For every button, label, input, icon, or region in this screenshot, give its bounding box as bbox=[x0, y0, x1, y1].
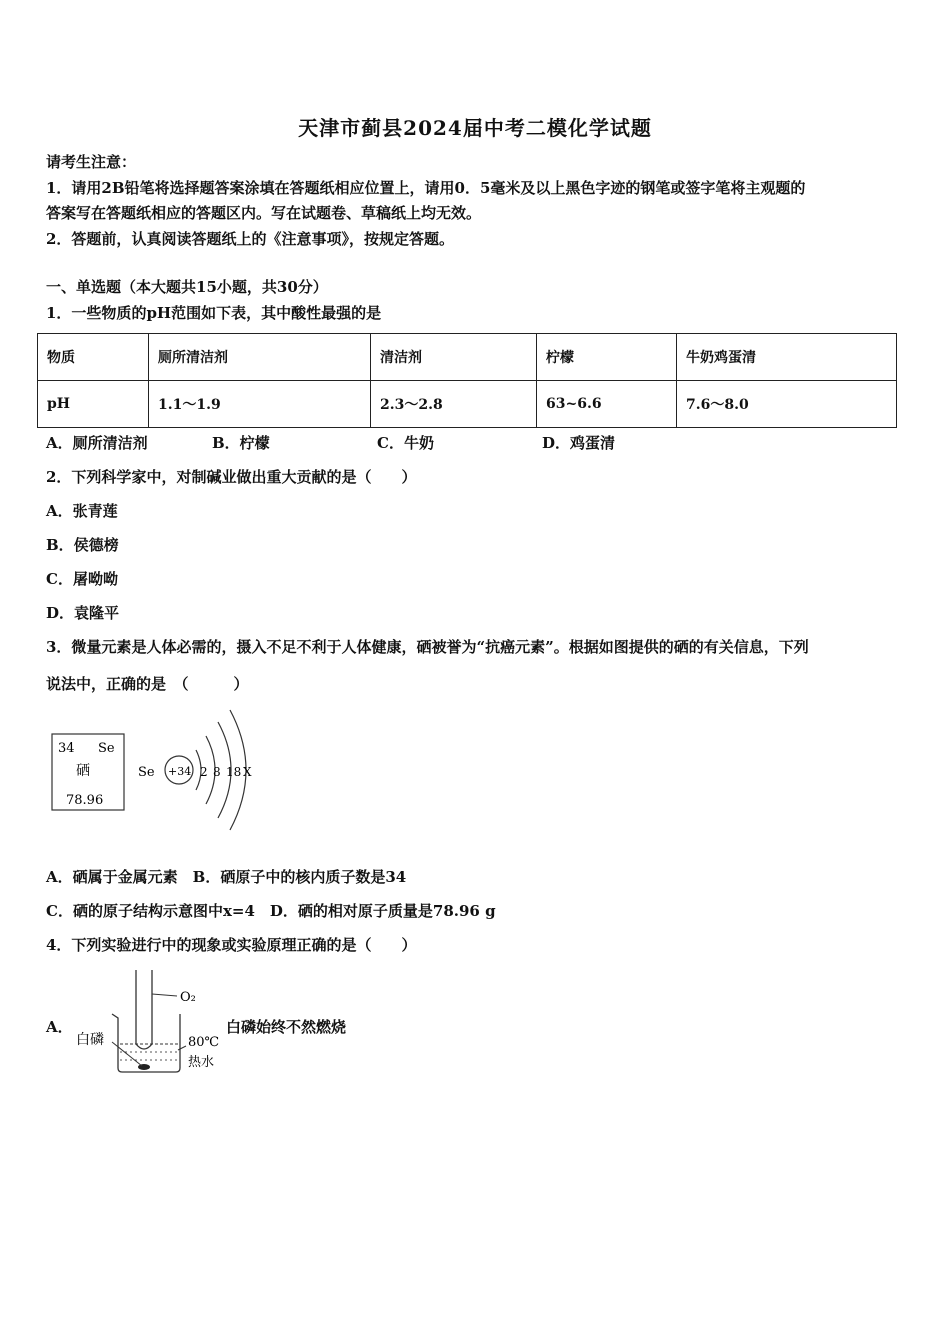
table-cell: 柠檬 bbox=[537, 334, 677, 381]
q4-option-a-text: 白磷始终不然燃烧 bbox=[226, 1018, 347, 1036]
table-header-row bbox=[38, 334, 897, 381]
table-cell: 1.1～1.9 bbox=[149, 381, 371, 428]
selenium-figure bbox=[46, 700, 266, 840]
water-pointer bbox=[178, 1046, 186, 1050]
shell-electrons-1: 2 bbox=[200, 765, 208, 779]
q3-options-line-1: A．硒属于金属元素 B．硒原子中的核内质子数是34 bbox=[46, 868, 407, 886]
q2-option-d: D．袁隆平 bbox=[46, 604, 120, 622]
q1-option-c: C．牛奶 bbox=[377, 434, 434, 452]
notice-line-3: 2．答题前，认真阅读答题纸上的《注意事项》，按规定答题。 bbox=[46, 230, 454, 248]
question-3-stem-line-1: 3．微量元素是人体必需的，摄入不足不利于人体健康，硒被誉为“抗癌元素”。根据如图提供的硒的有关信息，下列 bbox=[46, 638, 809, 656]
question-1-stem: 1．一些物质的pH范围如下表，其中酸性最强的是 bbox=[46, 304, 382, 322]
q1-option-b: B．柠檬 bbox=[212, 434, 270, 452]
table-cell: 清洁剂 bbox=[371, 334, 537, 381]
question-3-stem-line-2: 说法中，正确的是 （ ） bbox=[46, 675, 249, 693]
experiment-figure bbox=[72, 964, 232, 1080]
atomic-mass-label: 78.96 bbox=[66, 793, 104, 808]
ph-table bbox=[37, 333, 897, 428]
element-symbol-label: Se bbox=[98, 741, 115, 756]
q1-option-a: A．厕所清洁剂 bbox=[46, 434, 148, 452]
notice-heading: 请考生注意： bbox=[46, 153, 137, 171]
atom-symbol-label: Se bbox=[138, 765, 155, 780]
table-cell: 物质 bbox=[38, 334, 149, 381]
question-2-stem: 2．下列科学家中，对制碱业做出重大贡献的是（ ） bbox=[46, 468, 417, 486]
q2-option-a: A．张青莲 bbox=[46, 502, 118, 520]
nucleus-charge-label: +34 bbox=[168, 765, 192, 778]
q3-options-line-2: C．硒的原子结构示意图中x=4 D．硒的相对原子质量是78.96 g bbox=[46, 902, 496, 920]
temperature-label: 80℃ bbox=[188, 1035, 220, 1050]
question-4-stem: 4．下列实验进行中的现象或实验原理正确的是（ ） bbox=[46, 936, 417, 954]
test-tube bbox=[136, 970, 152, 1049]
q2-option-c: C．屠呦呦 bbox=[46, 570, 118, 588]
notice-line-2: 答案写在答题纸相应的答题区内。写在试题卷、草稿纸上均无效。 bbox=[46, 204, 482, 222]
table-cell: 厕所清洁剂 bbox=[149, 334, 371, 381]
q1-option-d: D．鸡蛋清 bbox=[542, 434, 616, 452]
section-heading: 一、单选题（本大题共15小题，共30分） bbox=[46, 278, 328, 296]
table-cell: 7.6～8.0 bbox=[677, 381, 897, 428]
table-row bbox=[38, 381, 897, 428]
notice-line-1: 1．请用2B铅笔将选择题答案涂填在答题纸相应位置上，请用0．5毫米及以上黑色字迹的钢笔或签字笔将主观题的 bbox=[46, 179, 806, 197]
solid-label: 白磷 bbox=[76, 1032, 104, 1048]
page-title: 天津市蓟县2024届中考二模化学试题 bbox=[298, 116, 652, 140]
q4-option-a-label: A． bbox=[46, 1018, 73, 1036]
element-name-label: 硒 bbox=[76, 763, 90, 779]
beaker bbox=[112, 1014, 180, 1072]
table-cell: 2.3～2.8 bbox=[371, 381, 537, 428]
q2-option-b: B．侯德榜 bbox=[46, 536, 119, 554]
liquid-label: 热水 bbox=[188, 1055, 215, 1070]
phosphorus-lump bbox=[138, 1064, 150, 1070]
gas-label: O₂ bbox=[180, 990, 196, 1005]
atomic-number-label: 34 bbox=[58, 741, 75, 756]
shell-electrons-2: 8 bbox=[213, 765, 221, 779]
table-cell: pH bbox=[38, 381, 149, 428]
gas-pointer bbox=[152, 994, 177, 996]
shell-electrons-3: 18 bbox=[226, 765, 242, 779]
shell-electrons-4: X bbox=[243, 765, 252, 779]
table-cell: 牛奶鸡蛋清 bbox=[677, 334, 897, 381]
table-cell: 63~6.6 bbox=[537, 381, 677, 428]
